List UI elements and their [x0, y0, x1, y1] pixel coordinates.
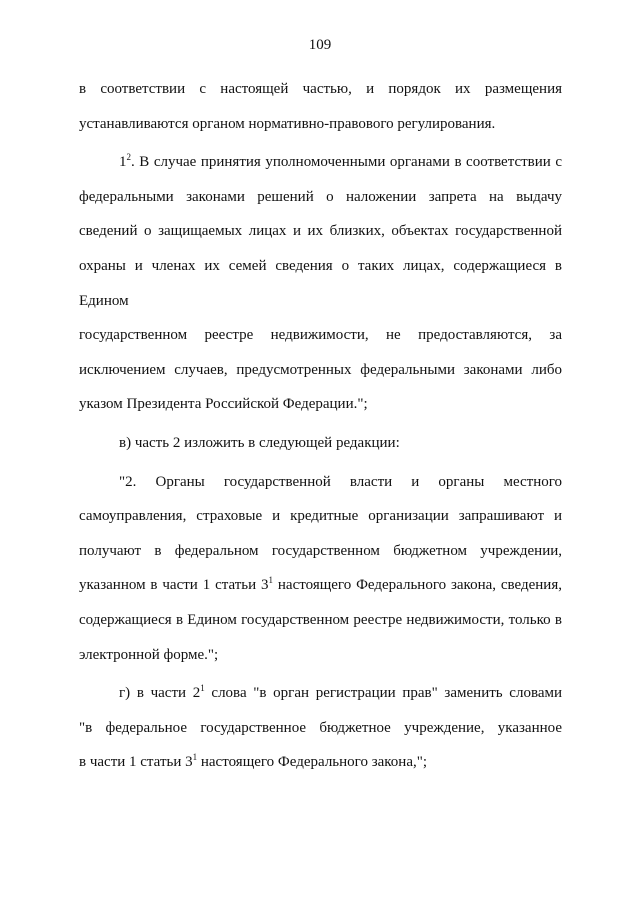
text-line: сведений о защищаемых лицах и их близких, объектах государственной — [79, 223, 562, 240]
paragraph-1 — [79, 72, 562, 141]
text-line: самоуправления, страховые и кредитные организации запрашивают и — [79, 508, 562, 525]
superscript: 2 — [126, 152, 131, 163]
clause-number: 1 — [119, 154, 127, 171]
text-run: . В случае принятия уполномоченными органами в соответствии с — [131, 154, 562, 171]
text-line — [79, 568, 562, 603]
paragraph-5 — [79, 676, 562, 780]
paragraph-3 — [79, 426, 562, 461]
superscript: 1 — [268, 575, 274, 586]
text-run: г) в части 2 — [119, 685, 201, 702]
text-line: электронной форме."; — [79, 646, 219, 663]
text-line: исключением случаев, предусмотренных федеральными законами либо — [79, 361, 562, 378]
paragraph-2 — [79, 145, 562, 422]
text-line: государственном реестре недвижимости, не предоставляются, за — [79, 327, 562, 344]
text-run: слова "в орган регистрации прав" заменить словами — [204, 685, 563, 702]
text-line: в соответствии с настоящей частью, и порядок их размещения — [79, 81, 562, 97]
text-line — [79, 745, 562, 780]
page-number: 109 — [308, 37, 332, 53]
text-line: указом Президента Российской Федерации."; — [79, 396, 368, 413]
text-line: получают в федеральном государственном бюджетном учреждении, — [79, 542, 562, 559]
text-line — [79, 145, 562, 180]
document-body — [79, 72, 562, 780]
text-line: содержащиеся в Едином государственном реестре недвижимости, только в — [79, 611, 562, 628]
paragraph-4 — [79, 465, 562, 673]
text-line: охраны и членах их семей сведения о таких лицах, содержащиеся в Едином — [79, 257, 562, 309]
superscript: 1 — [200, 683, 205, 694]
text-line: "2. Органы государственной власти и органы местного — [119, 473, 562, 490]
text-line: в) часть 2 изложить в следующей редакции: — [119, 434, 400, 451]
text-line: "в федеральное государственное бюджетное учреждение, указанное — [79, 719, 562, 736]
text-line: федеральными законами решений о наложении запрета на выдачу — [79, 188, 562, 205]
text-run: указанном в части 1 статьи 3 — [79, 577, 269, 594]
text-run: настоящего Федерального закона,"; — [197, 754, 428, 771]
text-line — [79, 676, 562, 711]
superscript: 1 — [192, 752, 198, 763]
text-run: настоящего Федерального закона, сведения, — [273, 577, 562, 594]
text-run: в части 1 статьи 3 — [79, 754, 193, 771]
text-line: устанавливаются органом нормативно-правового регулирования. — [79, 115, 496, 132]
